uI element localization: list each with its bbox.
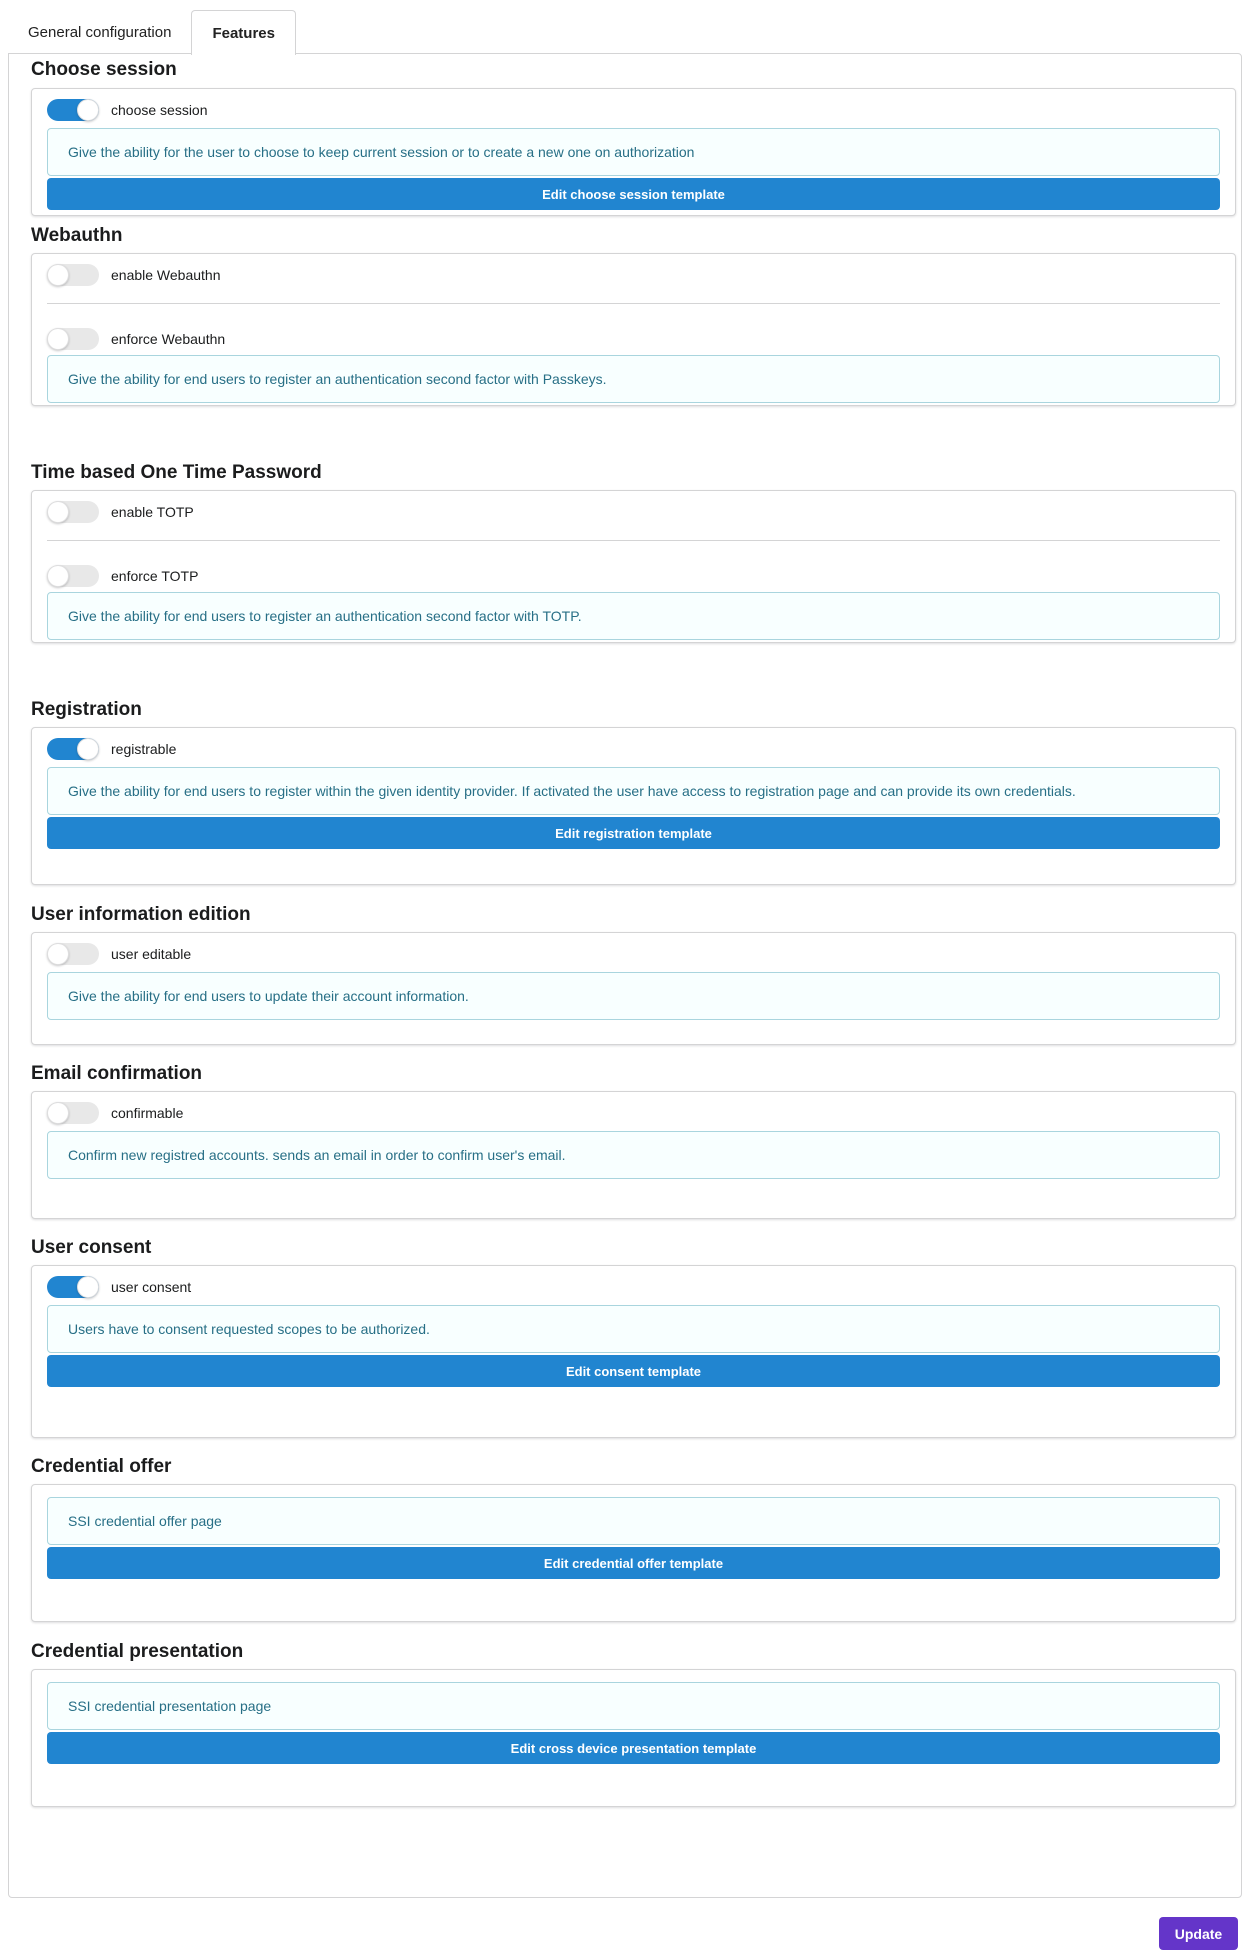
edit-consent-template-button[interactable]: Edit consent template — [47, 1355, 1220, 1387]
confirmable-toggle-row — [47, 1102, 183, 1124]
enable-totp-toggle-label: enable TOTP — [111, 504, 194, 520]
totp-segment — [31, 490, 1236, 643]
tab-features[interactable]: Features — [191, 10, 296, 55]
credential-presentation-info-message: SSI credential presentation page — [47, 1682, 1220, 1730]
toggle-knob — [47, 328, 69, 350]
confirmable-toggle-label: confirmable — [111, 1105, 184, 1121]
toggle-knob — [77, 738, 99, 760]
user-editable-toggle-row — [47, 943, 191, 965]
registrable-toggle-row — [47, 738, 176, 760]
toggle-knob — [47, 501, 69, 523]
features-tab-panel — [8, 53, 1242, 1898]
edit-choose-session-template-button[interactable]: Edit choose session template — [47, 178, 1220, 210]
webauthn-segment — [31, 253, 1236, 406]
section-title-credential-offer: Credential offer — [31, 1456, 172, 1477]
update-button[interactable]: Update — [1159, 1917, 1238, 1950]
enforce-totp-toggle-label: enforce TOTP — [111, 568, 199, 584]
user-consent-toggle-label: user consent — [111, 1279, 192, 1295]
divider — [47, 303, 1220, 304]
registration-info-message: Give the ability for end users to register within the given identity provider. If activated the user have access to registration page and can provide its own credentials. — [47, 767, 1220, 815]
user-information-info-message: Give the ability for end users to update their account information. — [47, 972, 1220, 1020]
section-title-user-consent: User consent — [31, 1237, 152, 1258]
registrable-toggle-label: registrable — [111, 741, 177, 757]
choose-session-toggle-label: choose session — [111, 102, 208, 118]
edit-registration-template-button[interactable]: Edit registration template — [47, 817, 1220, 849]
credential-offer-info-message: SSI credential offer page — [47, 1497, 1220, 1545]
enable-totp-toggle[interactable] — [47, 501, 99, 523]
user-editable-toggle-label: user editable — [111, 946, 192, 962]
section-title-choose-session: Choose session — [31, 59, 177, 80]
email-confirmation-segment — [31, 1091, 1236, 1219]
enable-webauthn-toggle[interactable] — [47, 264, 99, 286]
credential-offer-segment — [31, 1484, 1236, 1622]
section-title-webauthn: Webauthn — [31, 225, 123, 246]
enable-webauthn-toggle-row — [47, 264, 221, 286]
choose-session-segment — [31, 88, 1236, 216]
user-consent-segment — [31, 1265, 1236, 1438]
choose-session-toggle[interactable] — [47, 99, 99, 121]
user-consent-info-message: Users have to consent requested scopes to be authorized. — [47, 1305, 1220, 1353]
user-consent-toggle-row — [47, 1276, 191, 1298]
registrable-toggle[interactable] — [47, 738, 99, 760]
section-title-credential-presentation: Credential presentation — [31, 1641, 244, 1662]
webauthn-info-message: Give the ability for end users to register an authentication second factor with Passkeys. — [47, 355, 1220, 403]
toggle-knob — [47, 264, 69, 286]
edit-cross-device-presentation-template-button[interactable]: Edit cross device presentation template — [47, 1732, 1220, 1764]
toggle-knob — [77, 1276, 99, 1298]
toggle-knob — [47, 943, 69, 965]
registration-segment — [31, 727, 1236, 885]
user-consent-toggle[interactable] — [47, 1276, 99, 1298]
enforce-webauthn-toggle[interactable] — [47, 328, 99, 350]
enable-totp-toggle-row — [47, 501, 194, 523]
confirmable-toggle[interactable] — [47, 1102, 99, 1124]
section-title-email-confirmation: Email confirmation — [31, 1063, 203, 1084]
user-editable-toggle[interactable] — [47, 943, 99, 965]
toggle-knob — [47, 1102, 69, 1124]
choose-session-toggle-row — [47, 99, 208, 121]
enforce-totp-toggle[interactable] — [47, 565, 99, 587]
enforce-totp-toggle-row — [47, 565, 198, 587]
enforce-webauthn-toggle-row — [47, 328, 225, 350]
toggle-knob — [47, 565, 69, 587]
enforce-webauthn-toggle-label: enforce Webauthn — [111, 331, 226, 347]
totp-info-message: Give the ability for end users to register an authentication second factor with TOTP. — [47, 592, 1220, 640]
section-title-registration: Registration — [31, 699, 142, 720]
tab-bar — [8, 10, 296, 54]
tab-general-configuration[interactable]: General configuration — [28, 23, 172, 41]
credential-presentation-segment — [31, 1669, 1236, 1807]
toggle-knob — [77, 99, 99, 121]
section-title-totp: Time based One Time Password — [31, 462, 322, 483]
divider — [47, 540, 1220, 541]
edit-credential-offer-template-button[interactable]: Edit credential offer template — [47, 1547, 1220, 1579]
choose-session-info-message: Give the ability for the user to choose to keep current session or to create a new one on authorization — [47, 128, 1220, 176]
enable-webauthn-toggle-label: enable Webauthn — [111, 267, 221, 283]
section-title-user-information-edition: User information edition — [31, 904, 251, 925]
user-information-segment — [31, 932, 1236, 1045]
email-confirmation-info-message: Confirm new registred accounts. sends an email in order to confirm user's email. — [47, 1131, 1220, 1179]
